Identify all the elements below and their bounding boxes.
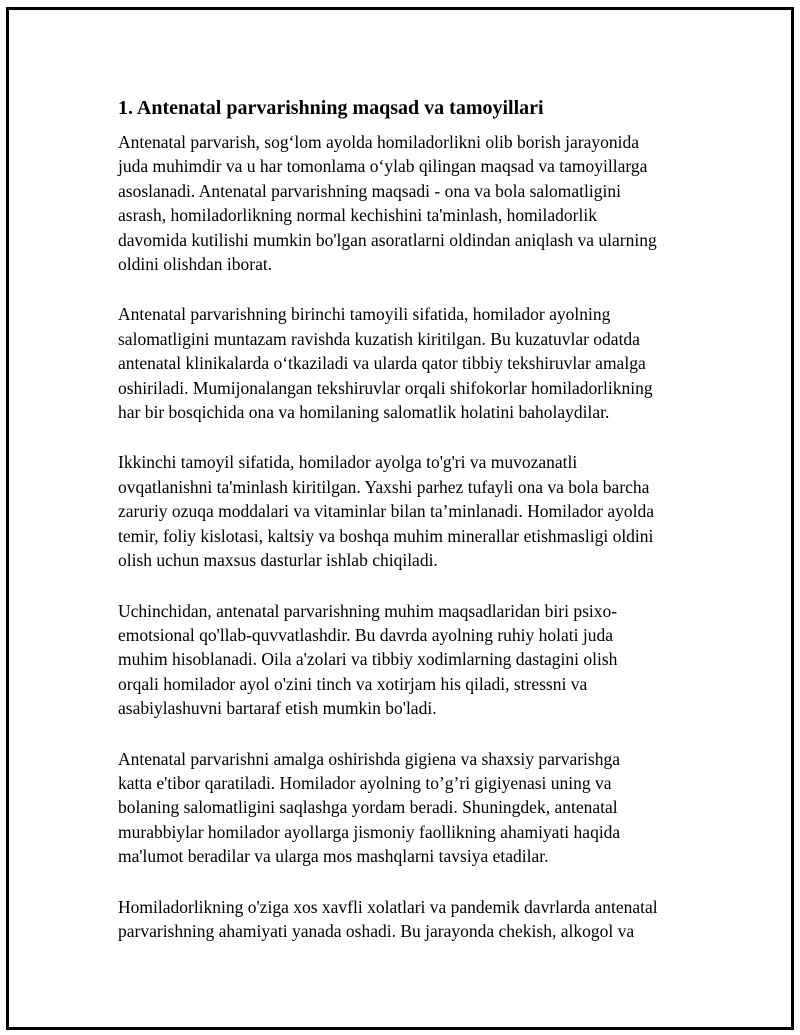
- text-line: olish uchun maxsus dasturlar ishlab chiqiladi.: [118, 550, 438, 571]
- text-line: Antenatal parvarishni amalga oshirishda gigiena va shaxsiy parvarishga: [118, 748, 620, 769]
- text-line: oldini olishdan iborat.: [118, 254, 273, 275]
- paragraph-5: [118, 747, 698, 869]
- text-line: Ikkinchi tamoyil sifatida, homilador ayolga to'g'ri va muvozanatli: [118, 452, 578, 473]
- text-line: katta e'tibor qaratiladi. Homilador ayolning to’g’ri gigiyenasi uning va: [118, 772, 612, 793]
- text-line: Homiladorlikning o'ziga xos xavfli xolatlari va pandemik davrlarda antenatal: [118, 896, 658, 917]
- text-line: bolaning salomatligini saqlashga yordam beradi. Shuningdek, antenatal: [118, 797, 618, 818]
- text-line: Uchinchidan, antenatal parvarishning muhim maqsadlaridan biri psixo-: [118, 600, 618, 621]
- paragraph-4: [118, 599, 698, 721]
- text-line: asrash, homiladorlikning normal kechishini ta'minlash, homiladorlik: [118, 205, 597, 226]
- paragraph-3: [118, 450, 698, 572]
- text-line: Antenatal parvarishning birinchi tamoyili sifatida, homilador ayolning: [118, 304, 611, 325]
- text-line: antenatal klinikalarda o‘tkaziladi va ularda qator tibbiy tekshiruvlar amalga: [118, 353, 646, 374]
- text-line: muhim hisoblanadi. Oila a'zolari va tibbiy xodimlarning dastagini olish: [118, 649, 618, 670]
- text-line: asoslanadi. Antenatal parvarishning maqsadi - ona va bola salomatligini: [118, 180, 621, 201]
- paragraph-6: [118, 895, 698, 944]
- section-heading: 1. Antenatal parvarishning maqsad va tamoyillari: [118, 97, 544, 119]
- text-line: salomatligini muntazam ravishda kuzatish kiritilgan. Bu kuzatuvlar odatda: [118, 328, 640, 349]
- text-line: murabbiylar homilador ayollarga jismoniy faollikning ahamiyati haqida: [118, 821, 621, 842]
- document-body: [118, 94, 698, 969]
- text-line: ovqatlanishni ta'minlash kiritilgan. Yaxshi parhez tufayli ona va bola barcha: [118, 476, 650, 497]
- text-line: juda muhimdir va u har tomonlama o‘ylab qilingan maqsad va tamoyillarga: [118, 156, 648, 177]
- text-line: orqali homilador ayol o'zini tinch va xotirjam his qiladi, stressni va: [118, 673, 588, 694]
- text-line: Antenatal parvarish, sog‘lom ayolda homiladorlikni olib borish jarayonida: [118, 132, 639, 152]
- text-line: har bir bosqichida ona va homilaning salomatlik holatini baholaydilar.: [118, 402, 610, 423]
- text-line: davomida kutilishi mumkin bo'lgan asoratlarni oldindan aniqlash va ularning: [118, 229, 657, 250]
- text-line: oshiriladi. Mumijonalangan tekshiruvlar orqali shifokorlar homiladorlikning: [118, 377, 653, 398]
- text-line: emotsional qo'llab-quvvatlashdir. Bu davrda ayolning ruhiy holati juda: [118, 624, 614, 645]
- text-line: zaruriy ozuqa moddalari va vitaminlar bilan ta’minlanadi. Homilador ayolda: [118, 501, 654, 522]
- paragraph-2: [118, 302, 698, 424]
- text-line: ma'lumot beradilar va ularga mos mashqlarni tavsiya etadilar.: [118, 846, 549, 867]
- text-line: temir, foliy kislotasi, kaltsiy va boshqa muhim minerallar etishmasligi oldini: [118, 525, 654, 546]
- text-line: parvarishning ahamiyati yanada oshadi. Bu jarayonda chekish, alkogol va: [118, 920, 635, 941]
- paragraph-1: [118, 130, 698, 276]
- text-line: asabiylashuvni bartaraf etish mumkin bo'ladi.: [118, 698, 437, 719]
